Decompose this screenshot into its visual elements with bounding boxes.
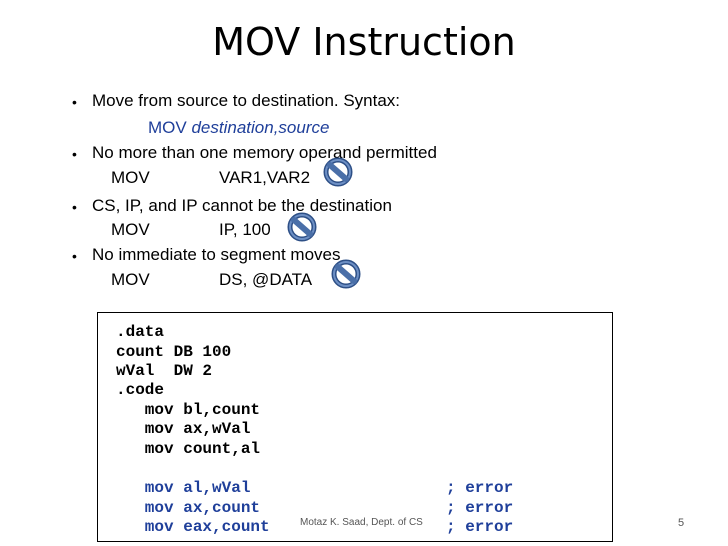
example-1-mnemonic: MOV (111, 168, 150, 187)
bullet-2-text: No more than one memory operand permitted (92, 143, 437, 162)
example-2-operands: IP, 100 (219, 220, 271, 239)
code-box (97, 312, 613, 542)
no-sign-icon (323, 157, 353, 187)
page-number: 5 (678, 517, 685, 529)
code-line-error: mov ax,count (116, 499, 261, 517)
syntax-operands: destination,source (191, 118, 330, 137)
bullet-1-text: Move from source to destination. Syntax: (92, 91, 401, 110)
footer-text: Motaz K. Saad, Dept. of CS (300, 517, 423, 528)
bullet-4-text: No immediate to segment moves (92, 245, 341, 264)
code-line: count DB 100 (116, 343, 232, 361)
slide-title: MOV Instruction (212, 20, 516, 64)
example-3-operands: DS, @DATA (219, 270, 313, 289)
code-line: mov count,al (116, 440, 261, 458)
syntax-line (148, 118, 329, 138)
no-sign-icon (287, 212, 317, 242)
code-line: .data (116, 323, 165, 341)
bullet-marker: • (72, 146, 77, 162)
example-1-operands: VAR1,VAR2 (219, 168, 311, 187)
bullet-marker: • (72, 94, 77, 110)
bullet-marker: • (72, 248, 77, 264)
code-comment: ; error (446, 479, 514, 497)
code-comment: ; error (446, 499, 514, 517)
code-line: wVal DW 2 (116, 362, 213, 380)
code-line: mov bl,count (116, 401, 261, 419)
code-comment: ; error (446, 518, 514, 536)
code-line-error: mov al,wVal (116, 479, 251, 497)
example-2-mnemonic: MOV (111, 220, 150, 239)
bullet-marker: • (72, 199, 77, 215)
bullet-3-text: CS, IP, and IP cannot be the destination (92, 196, 392, 215)
code-line: mov ax,wVal (116, 420, 251, 438)
code-line-error: mov eax,count (116, 518, 270, 536)
example-3-mnemonic: MOV (111, 270, 150, 289)
code-line: .code (116, 381, 165, 399)
syntax-mnemonic: MOV (148, 118, 187, 137)
no-sign-icon (331, 259, 361, 289)
